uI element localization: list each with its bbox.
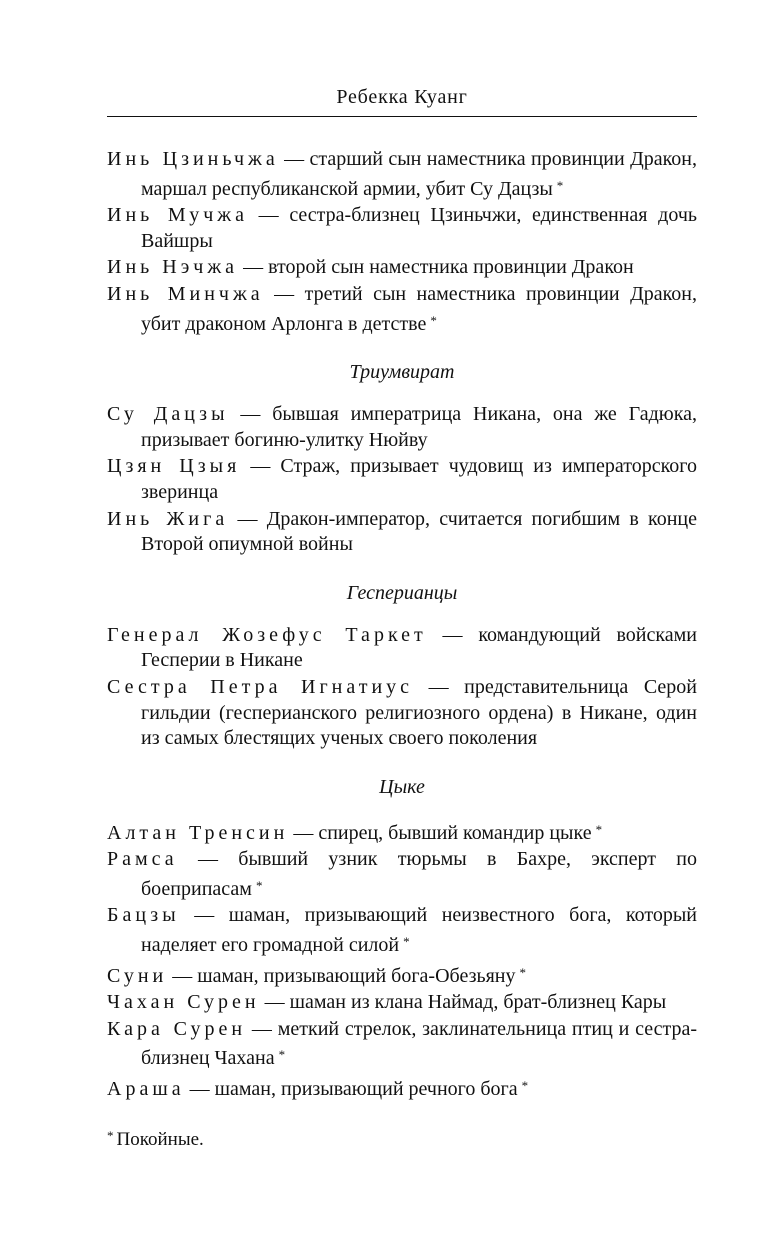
character-description: — шаман, призывающий речного бога bbox=[184, 1078, 518, 1101]
character-name: Инь Минчжа bbox=[107, 282, 264, 305]
character-name: Араша bbox=[107, 1078, 185, 1101]
character-description: — шаман, призывающий бога-Обезьяну bbox=[167, 964, 516, 987]
character-name: Суни bbox=[107, 964, 168, 987]
character-entry bbox=[107, 903, 697, 958]
character-name: Алтан Тренсин bbox=[107, 821, 289, 844]
character-entry bbox=[107, 675, 697, 752]
deceased-marker: * bbox=[556, 177, 564, 193]
footnote-text: Покойные. bbox=[116, 1128, 204, 1150]
character-entry bbox=[107, 960, 697, 990]
character-description: — бывшая императрица Никана, она же Гадюка, призывает богиню-улитку Нюйву bbox=[141, 403, 697, 451]
character-name: Кара Сурен bbox=[107, 1017, 247, 1040]
deceased-marker: * bbox=[403, 934, 410, 950]
character-description: — шаман из клана Наймад, брат-близнец Кары bbox=[259, 991, 667, 1014]
section-title-triumvirate: Триумвират bbox=[349, 361, 455, 384]
deceased-marker: * bbox=[278, 1047, 286, 1063]
footnote-marker: * bbox=[107, 1127, 114, 1143]
deceased-marker: * bbox=[255, 877, 263, 893]
character-description: — Дракон-император, считается погибшим в конце Второй опиумной войны bbox=[141, 507, 697, 556]
section-title-hesperians: Гесперианцы bbox=[346, 581, 458, 604]
character-entry bbox=[107, 817, 697, 847]
deceased-marker: * bbox=[521, 1078, 529, 1094]
character-description: — старший сын наместника провинции Дракон, маршал республиканской армии, убит Су Дацзы bbox=[141, 148, 697, 200]
character-entry bbox=[107, 203, 697, 254]
character-name: Цзян Цзыя bbox=[107, 455, 241, 478]
character-entry bbox=[107, 990, 697, 1016]
character-name: Генерал Жозефус Таркет bbox=[107, 623, 427, 646]
character-entry bbox=[107, 507, 697, 558]
character-name: Инь Цзиньчжа bbox=[107, 148, 279, 170]
character-description: — Страж, призывает чудовищ из императорского зверинца bbox=[141, 455, 698, 503]
character-entry bbox=[107, 282, 697, 337]
running-head: Ребекка Куанг bbox=[336, 86, 468, 108]
book-page bbox=[107, 82, 697, 1153]
character-name: Инь Жига bbox=[107, 507, 229, 530]
character-entry bbox=[107, 847, 697, 902]
deceased-marker: * bbox=[430, 312, 437, 328]
character-name: Бацзы bbox=[107, 904, 180, 927]
character-entry bbox=[107, 402, 697, 453]
character-entry bbox=[107, 1017, 697, 1072]
character-description: — сестра-близнец Цзиньчжи, единственная дочь Вайшры bbox=[141, 204, 698, 252]
character-name: Инь Мучжа bbox=[107, 204, 248, 227]
header-rule bbox=[107, 116, 697, 117]
character-description: — представительница Серой гильдии (гесперианского религиозного ордена) в Никане, один из самых блестящих ученых своего поколения bbox=[141, 675, 697, 750]
character-entry bbox=[107, 147, 697, 202]
character-entry bbox=[107, 454, 697, 505]
character-description: — спирец, бывший командир цыке bbox=[288, 821, 592, 844]
character-description: — второй сын наместника провинции Дракон bbox=[238, 256, 634, 279]
character-name: Рамса bbox=[107, 848, 178, 871]
character-description: — шаман, призывающий неизвестного бога, который наделяет его громадной силой bbox=[141, 904, 697, 957]
section-title-cike: Цыке bbox=[379, 775, 425, 798]
character-name: Чахан Сурен bbox=[107, 991, 260, 1014]
character-name: Су Дацзы bbox=[107, 403, 229, 426]
character-name: Инь Нэчжа bbox=[107, 256, 239, 279]
deceased-marker: * bbox=[519, 964, 526, 980]
character-description: — бывший узник тюрьмы в Бахре, эксперт по боеприпасам bbox=[141, 848, 697, 900]
character-description: — третий сын наместника провинции Дракон, убит драконом Арлонга в детстве bbox=[141, 282, 697, 335]
character-entry bbox=[107, 1073, 697, 1103]
deceased-marker: * bbox=[595, 821, 603, 837]
character-description: — командующий войсками Гесперии в Никане bbox=[141, 623, 697, 672]
footnote bbox=[107, 1123, 697, 1153]
character-entry bbox=[107, 255, 697, 281]
character-description: — меткий стрелок, заклинательница птиц и сестра-близнец Чахана bbox=[141, 1017, 697, 1070]
character-name: Сестра Петра Игнатиус bbox=[107, 675, 414, 698]
character-entry bbox=[107, 623, 697, 674]
